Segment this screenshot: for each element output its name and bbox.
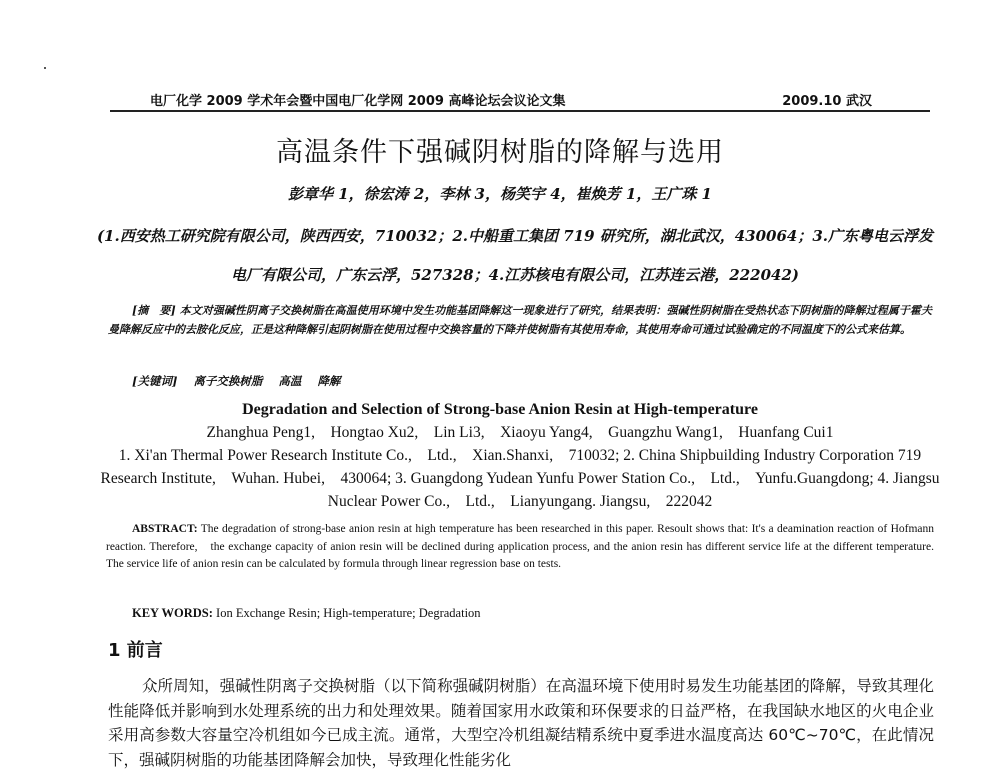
affiliations-cn: (1.西安热工研究院有限公司，陕西西安，710032；2.中船重工集团 719 研究所，湖北武汉，430064；3.广东粤电云浮发电厂有限公司，广东云浮，527328；4.江苏核电有限公司，江苏连云港，222042): [96, 227, 934, 284]
paper-title-en: Degradation and Selection of Strong-base Anion Resin at High-temperature: [242, 401, 758, 418]
authors-affiliations-en: [100, 421, 940, 513]
abstract-en: [106, 521, 934, 574]
section-body: [108, 674, 934, 772]
authors-cn: 彭章华 1，徐宏涛 2，李林 3，杨笑宇 4，崔焕芳 1，王广珠 1: [288, 185, 712, 203]
section-heading: 1 前言: [108, 640, 163, 661]
abstract-cn: [108, 301, 932, 339]
abstract-en-text: The degradation of strong-base anion resin at high temperature has been researched in this paper. Resoult shows that: It's a deamination reaction of Hofmann reaction. Therefore, the exchange capacity of anion resin will be declined during application process, and the anion resin has different service life at the different temperature. The service life of anion resin can be calculated by formula through linear regression base on tests.: [106, 523, 935, 570]
section-body-text: 众所周知，强碱性阴离子交换树脂（以下简称强碱阴树脂）在高温环境下使用时易发生功能基团的降解，导致其理化性能降低并影响到水处理系统的出力和处理效果。随着国家用水政策和环保要求的日益严格，在我国缺水地区的火电企业采用高参数大容量空冷机组如今已成主流。通常，大型空冷机组凝结精系统中夏季进水温度高达 60℃~70℃，在此情况下，强碱阴树脂的功能基团降解会加快，导致理化性能劣化: [108, 677, 934, 769]
authors-en: Zhanghua Peng1, Hongtao Xu2, Lin Li3, Xiaoyu Yang4, Guangzhu Wang1, Huanfang Cui1: [206, 424, 834, 441]
keywords-en: [132, 606, 832, 621]
affiliations-en: 1. Xi'an Thermal Power Research Institute Co., Ltd., Xian.Shanxi, 710032; 2. China Shipbuilding Industry Corporation 719 Research Institute, Wuhan. Hubei, 430064; 3. Guangdong Yudean Yunfu Power Station Co., Ltd., Yunfu.Guangdong; 4. Jiangsu Nuclear Power Co., Ltd., Lianyungang. Jiangsu, 222042: [100, 447, 940, 510]
running-header: [110, 88, 930, 110]
keyword-cn: 离子交换树脂: [193, 374, 263, 388]
header-date-place: 2009.10 武汉: [782, 94, 872, 109]
keywords-cn: [132, 373, 832, 389]
abstract-cn-label: [摘 要]: [132, 304, 176, 317]
keyword-cn: 降解: [317, 374, 341, 388]
keywords-en-text: Ion Exchange Resin; High-temperature; Degradation: [216, 606, 481, 620]
header-rule: [110, 110, 930, 112]
proceedings-title: 电厂化学 2009 学术年会暨中国电厂化学网 2009 高峰论坛会议论文集: [150, 94, 566, 109]
keywords-en-label: KEY WORDS:: [132, 606, 213, 620]
paper-title-cn: 高温条件下强碱阴树脂的降解与选用: [276, 137, 724, 168]
keywords-cn-label: [关键词]: [132, 374, 178, 388]
abstract-en-label: ABSTRACT:: [132, 523, 198, 535]
keyword-cn: 高温: [278, 374, 302, 388]
scan-speck: [44, 67, 46, 69]
abstract-cn-text: 本文对强碱性阴离子交换树脂在高温使用环境中发生功能基团降解这一现象进行了研究，结果表明：强碱性阴树脂在受热状态下阴树脂的降解过程属于霍夫曼降解反应中的去胺化反应，正是这种降解引起阴树脂在使用过程中交换容量的下降并使树脂有其使用寿命，其使用寿命可通过试验确定的不同温度下的公式来估算。: [108, 304, 932, 336]
